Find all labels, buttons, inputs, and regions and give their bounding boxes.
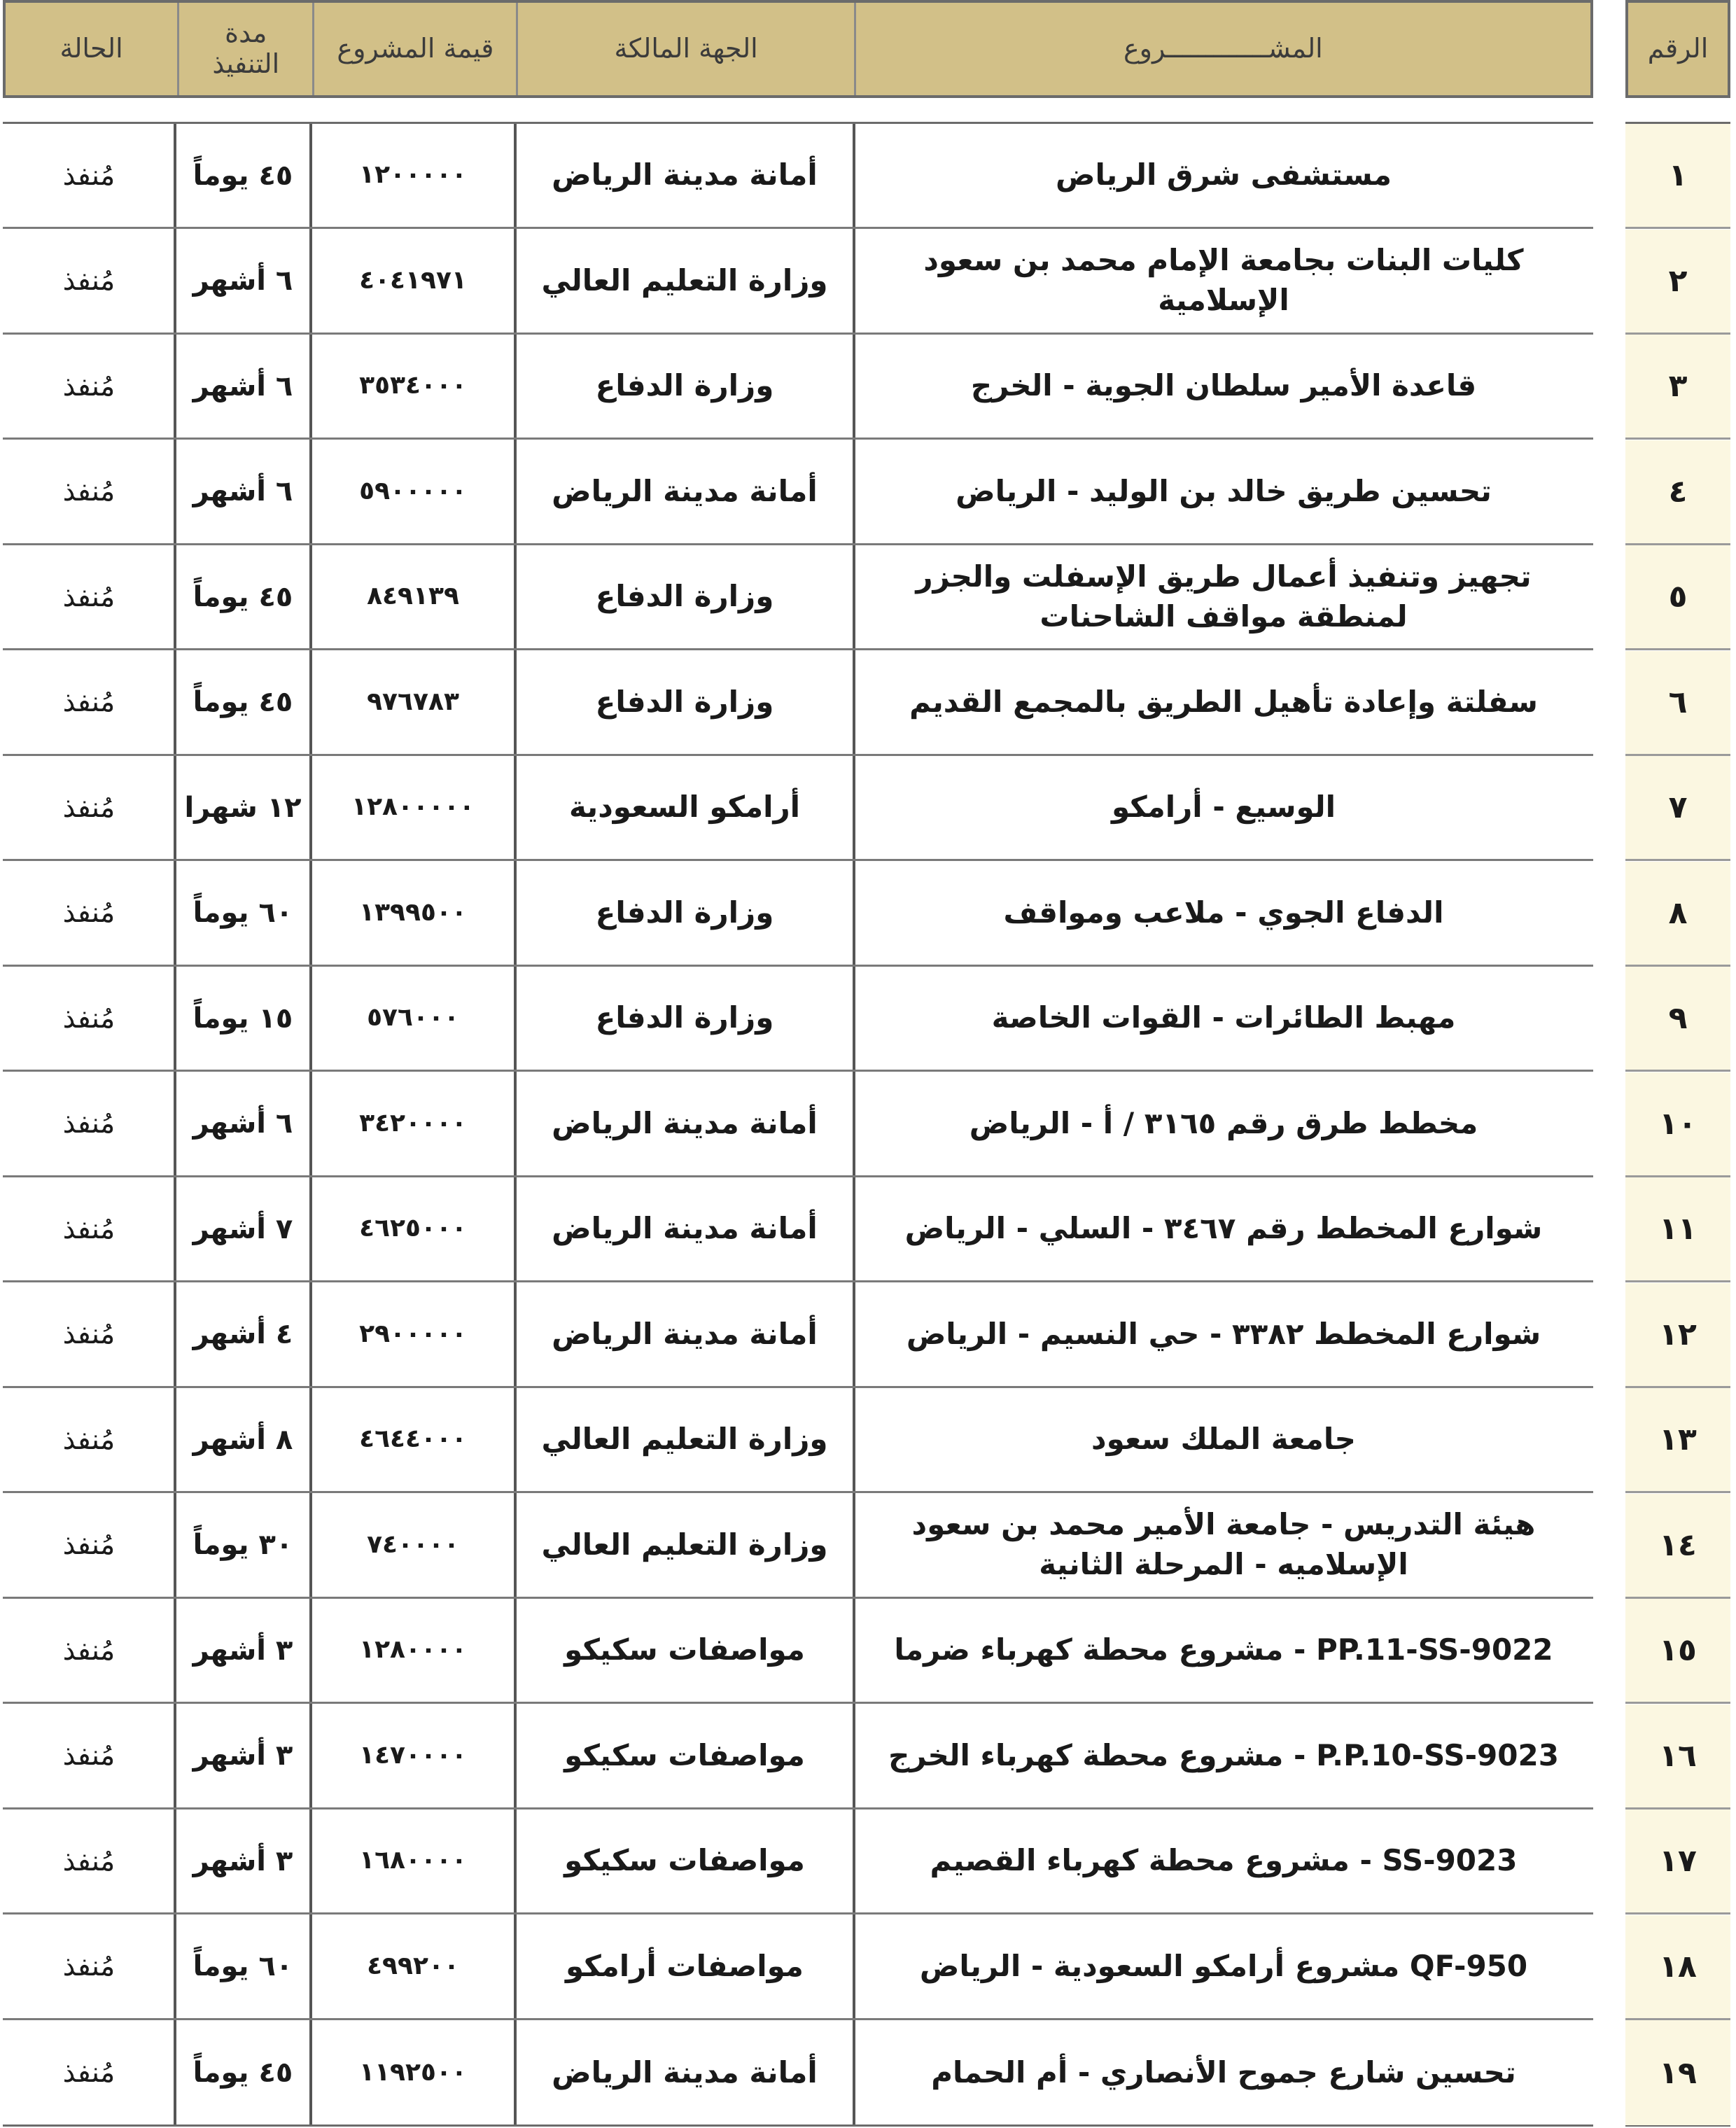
duration-cell: ٣ أشهر [192, 1634, 293, 1667]
status-cell: مُنفذ [62, 791, 115, 824]
table-row [3, 230, 1593, 335]
duration-cell: ٨ أشهر [192, 1423, 293, 1456]
project-cell: مشروع أرامكو السعودية - الرياض QF-950 [919, 1948, 1528, 1983]
owner-cell: أمانة مدينة الرياض [552, 1211, 818, 1246]
row-number: ١٣ [1625, 1388, 1730, 1493]
header-number: الرقم [1625, 0, 1730, 98]
header-value: قيمة المشروع [312, 3, 516, 95]
project-cell: تجهيز وتنفيذ أعمال طريق الإسفلت والجزر لمنطقة مواقف الشاحنات [916, 559, 1532, 634]
project-cell: الوسيع - أرامكو [1111, 790, 1336, 825]
header-project: المشـــــــــــــروع [854, 3, 1590, 95]
duration-cell: ٣٠ يوماً [192, 1529, 293, 1561]
value-cell: ٥٧٦٠٠٠ [367, 1003, 459, 1032]
owner-cell: أمانة مدينة الرياض [552, 1316, 818, 1351]
row-number: ١٢ [1625, 1283, 1730, 1388]
table-row [3, 862, 1593, 967]
value-cell: ٤٦٤٤٠٠٠ [359, 1424, 467, 1454]
duration-cell: ٤٥ يوماً [192, 580, 293, 613]
status-cell: مُنفذ [62, 1212, 115, 1245]
owner-cell: مواصفات سكيكو [564, 1737, 805, 1772]
table-row [3, 124, 1593, 229]
value-cell: ٤٩٩٢٠٠ [367, 1951, 459, 1980]
table-row [3, 651, 1593, 756]
owner-cell: أمانة مدينة الرياض [552, 473, 818, 508]
value-cell: ٨٤٩١٣٩ [367, 582, 459, 611]
table-row [3, 545, 1593, 650]
value-cell: ٣٤٢٠٠٠٠ [359, 1108, 467, 1138]
owner-cell: مواصفات سكيكو [564, 1632, 805, 1667]
owner-cell: وزارة الدفاع [595, 684, 774, 719]
duration-cell: ١٢ شهرا [184, 791, 302, 824]
duration-cell: ٣ أشهر [192, 1844, 293, 1877]
row-number: ٣ [1625, 335, 1730, 440]
header-owner: الجهة المالكة [516, 3, 853, 95]
owner-cell: أرامكو السعودية [568, 790, 801, 825]
table-row [3, 1283, 1593, 1388]
value-cell: ٤٠٤١٩٧١ [359, 265, 467, 295]
duration-cell: ٤٥ يوماً [192, 686, 293, 718]
duration-cell: ٦ أشهر [192, 1107, 293, 1140]
duration-cell: ٦ أشهر [192, 370, 293, 402]
table-row [3, 1388, 1593, 1493]
duration-cell: ٦ أشهر [192, 475, 293, 507]
project-cell: مشروع محطة كهرباء القصيم - SS-9023 [930, 1843, 1518, 1878]
owner-cell: وزارة الدفاع [595, 895, 774, 930]
project-cell: تحسين شارع جموح الأنصاري - أم الحمام [931, 2054, 1516, 2090]
table-header [3, 0, 1593, 98]
duration-cell: ٦ أشهر [192, 265, 293, 297]
project-cell: مشروع محطة كهرباء ضرما - PP.11-SS-9022 [894, 1632, 1553, 1667]
status-cell: مُنفذ [62, 686, 115, 718]
status-cell: مُنفذ [62, 2057, 115, 2089]
row-number: ٤ [1625, 440, 1730, 545]
table-row [3, 756, 1593, 861]
duration-cell: ٤٥ يوماً [192, 2057, 293, 2089]
owner-cell: وزارة الدفاع [595, 579, 774, 614]
status-cell: مُنفذ [62, 897, 115, 929]
status-cell: مُنفذ [62, 1634, 115, 1667]
table-row [3, 1177, 1593, 1282]
status-cell: مُنفذ [62, 1740, 115, 1772]
status-cell: مُنفذ [62, 370, 115, 402]
status-cell: مُنفذ [62, 1844, 115, 1877]
status-cell: مُنفذ [62, 159, 115, 192]
row-number: ١٨ [1625, 1915, 1730, 2020]
project-cell: مشروع محطة كهرباء الخرج - P.P.10-SS-9023 [888, 1737, 1559, 1772]
value-cell: ١٢٨٠٠٠٠٠ [351, 792, 475, 822]
owner-cell: أمانة مدينة الرياض [552, 158, 818, 192]
header-status: الحالة [59, 33, 123, 64]
row-number: ٥ [1625, 545, 1730, 650]
status-cell: مُنفذ [62, 1107, 115, 1140]
table-row [3, 1072, 1593, 1177]
projects-table [3, 122, 1593, 2127]
value-cell: ١٣٩٩٥٠٠ [359, 897, 467, 927]
value-cell: ١٢٨٠٠٠٠ [359, 1635, 467, 1665]
value-cell: ٩٧٦٧٨٣ [367, 687, 459, 716]
value-cell: ٤٦٢٥٠٠٠ [359, 1214, 467, 1243]
row-number: ١٩ [1625, 2020, 1730, 2125]
table-row [3, 1809, 1593, 1914]
row-number: ١١ [1625, 1177, 1730, 1282]
table-row [3, 1599, 1593, 1704]
project-cell: هيئة التدريس - جامعة الأمير محمد بن سعود الإسلاميه - المرحلة الثانية [911, 1507, 1536, 1581]
owner-cell: وزارة الدفاع [595, 1000, 774, 1035]
owner-cell: أمانة مدينة الرياض [552, 2054, 818, 2090]
owner-cell: مواصفات أرامكو [566, 1948, 804, 1983]
row-number-column [1625, 122, 1730, 2127]
owner-cell: أمانة مدينة الرياض [552, 1105, 818, 1140]
project-cell: مستشفى شرق الرياض [1056, 158, 1392, 192]
value-cell: ٢٩٠٠٠٠٠ [359, 1319, 467, 1348]
project-cell: تحسين طريق خالد بن الوليد - الرياض [955, 473, 1492, 508]
project-cell: الدفاع الجوي - ملاعب ومواقف [1003, 895, 1444, 930]
project-cell: جامعة الملك سعود [1091, 1422, 1356, 1457]
row-number: ٦ [1625, 651, 1730, 756]
duration-cell: ٤ أشهر [192, 1318, 293, 1350]
project-cell: مهبط الطائرات - القوات الخاصة [991, 1000, 1456, 1035]
project-cell: شوارع المخطط رقم ٣٤٦٧ - السلي - الرياض [904, 1211, 1543, 1246]
status-cell: مُنفذ [62, 1529, 115, 1561]
project-cell: قاعدة الأمير سلطان الجوية - الخرج [970, 368, 1477, 403]
value-cell: ٥٩٠٠٠٠٠ [359, 476, 467, 505]
row-number: ٧ [1625, 756, 1730, 861]
duration-cell: ٣ أشهر [192, 1740, 293, 1772]
owner-cell: مواصفات سكيكو [564, 1843, 805, 1878]
header-duration: مدة التنفيذ [177, 3, 312, 95]
value-cell: ١١٩٢٥٠٠ [359, 2057, 467, 2087]
table-row [3, 2020, 1593, 2125]
owner-cell: وزارة التعليم العالي [541, 1422, 828, 1457]
table-row [3, 335, 1593, 440]
row-number: ١٥ [1625, 1599, 1730, 1704]
table-row [3, 967, 1593, 1072]
status-cell: مُنفذ [62, 580, 115, 613]
value-cell: ١٦٨٠٠٠٠ [359, 1846, 467, 1875]
status-cell: مُنفذ [62, 1950, 115, 1982]
row-number: ١ [1625, 124, 1730, 229]
row-number: ١٧ [1625, 1809, 1730, 1914]
value-cell: ٧٤٠٠٠٠ [367, 1530, 459, 1559]
owner-cell: وزارة التعليم العالي [541, 1527, 828, 1562]
duration-cell: ٦٠ يوماً [192, 1950, 293, 1982]
status-cell: مُنفذ [62, 1423, 115, 1456]
status-cell: مُنفذ [62, 265, 115, 297]
duration-cell: ٤٥ يوماً [192, 159, 293, 192]
table-row [3, 440, 1593, 545]
duration-cell: ١٥ يوماً [192, 1002, 293, 1035]
row-number: ٢ [1625, 230, 1730, 335]
table-row [3, 1704, 1593, 1809]
table-row [3, 1915, 1593, 2020]
duration-cell: ٦٠ يوماً [192, 897, 293, 929]
status-cell: مُنفذ [62, 1318, 115, 1350]
row-number: ٩ [1625, 967, 1730, 1072]
table-row [3, 1494, 1593, 1599]
project-cell: مخطط طرق رقم ٣١٦٥ / أ - الرياض [969, 1105, 1478, 1140]
project-cell: شوارع المخطط ٣٣٨٢ - حي النسيم - الرياض [906, 1316, 1541, 1351]
project-cell: سفلتة وإعادة تأهيل الطريق بالمجمع القديم [909, 684, 1538, 719]
duration-cell: ٧ أشهر [192, 1212, 293, 1245]
row-number: ٨ [1625, 862, 1730, 967]
row-number: ١٠ [1625, 1072, 1730, 1177]
status-cell: مُنفذ [62, 1002, 115, 1035]
value-cell: ٣٥٣٤٠٠٠ [359, 371, 467, 400]
row-number: ١٦ [1625, 1704, 1730, 1809]
value-cell: ١٢٠٠٠٠٠ [359, 160, 467, 190]
row-number: ١٤ [1625, 1494, 1730, 1599]
value-cell: ١٤٧٠٠٠٠ [359, 1740, 467, 1770]
owner-cell: وزارة الدفاع [595, 368, 774, 403]
owner-cell: وزارة التعليم العالي [541, 262, 828, 298]
project-cell: كليات البنات بجامعة الإمام محمد بن سعود الإسلامية [923, 243, 1524, 317]
status-cell: مُنفذ [62, 475, 115, 507]
